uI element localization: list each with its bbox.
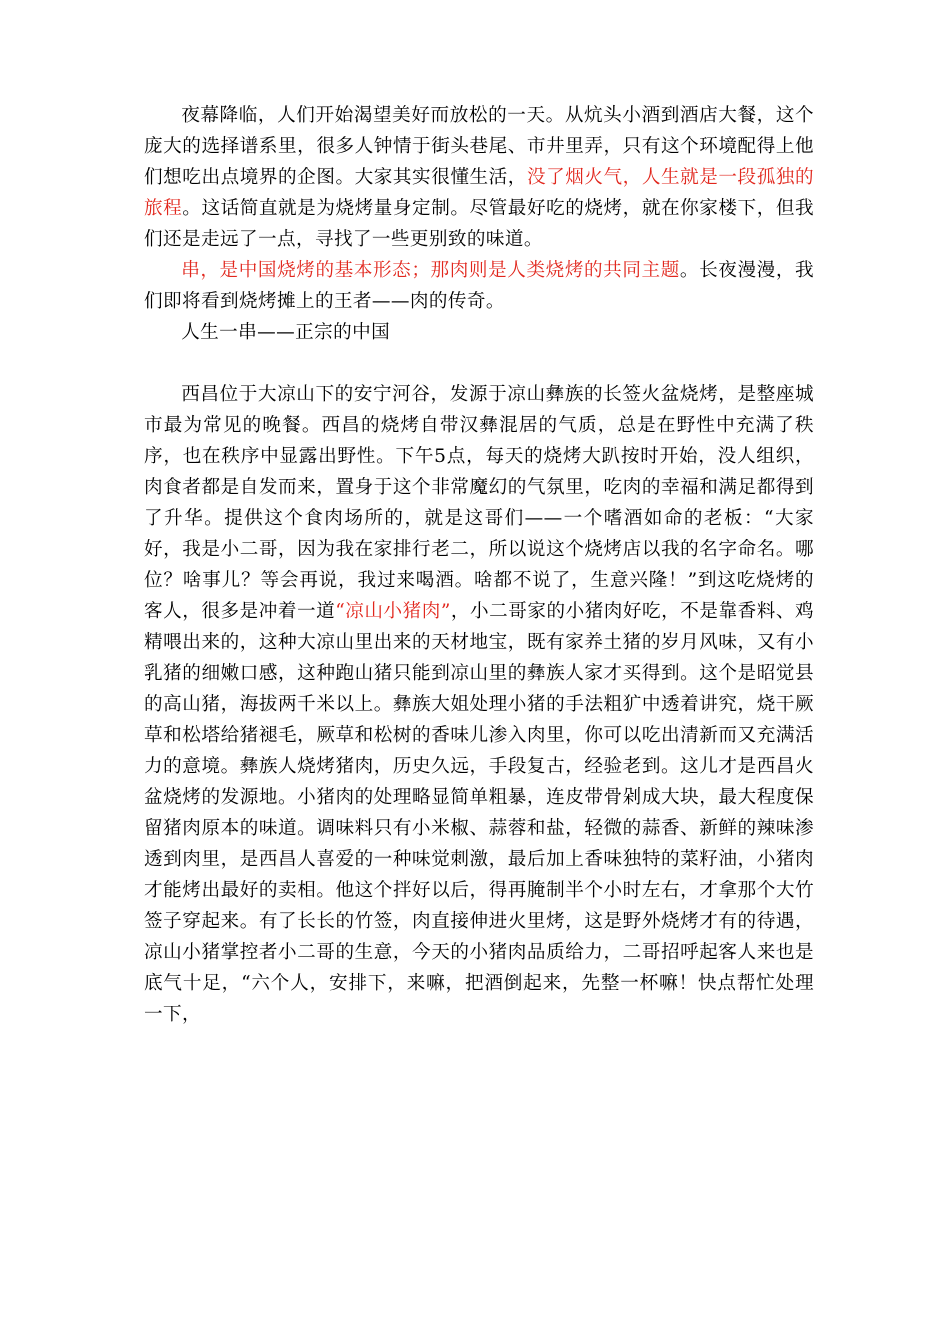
text-run: 。这话简直就是为烧烤量身定制。尽管最好吃的烧烤，就在你家楼下，但我们还是走远了一点，寻找了一些更别致的味道。: [144, 198, 814, 250]
highlight-run: 串，是中国烧烤的基本形态；那肉则是人类烧烤的共同主题: [181, 260, 680, 281]
highlight-run: 没了烟火气，人生就是一段孤独的旅程: [144, 167, 814, 219]
text-run: 夜幕降临，人们开始渴望美好而放松的一天。从炕头小酒到酒店大餐，这个庞大的选择谱系里，很多人钟情于街头巷尾、市井里弄，只有这个环境配得上他们想吃出点境界的企图。大家其实很懂生活，: [144, 105, 814, 188]
document-body: [144, 100, 814, 1030]
paragraph-theme: [144, 255, 814, 317]
text-run: 西昌位于大凉山下的安宁河谷，发源于凉山彝族的长签火盆烧烤，是整座城市最为常见的晚餐。西昌的烧烤自带汉彝混居的气质，总是在野性中充满了秩序，也在秩序中显露出野性。下午5点，每天的烧烤大趴按时开始，没人组织，肉食者都是自发而来，置身于这个非常魔幻的气氛里，吃肉的幸福和满足都得到了升华。提供这个食肉场所的，就是这哥们——一个嗜酒如命的老板：“大家好，我是小二哥，因为我在家排行老二，所以说这个烧烤店以我的名字命名。哪位？啥事儿？等会再说，我过来喝酒。啥都不说了，生意兴隆！”到这吃烧烤的客人，很多是冲着一道: [144, 384, 814, 622]
text-run: 人生一串——正宗的中国: [181, 322, 391, 343]
highlight-run: “凉山小猪肉”: [335, 601, 451, 622]
paragraph-xichang: [144, 379, 814, 1030]
text-run: 。长夜漫漫，我们即将看到烧烤摊上的王者——肉的传奇。: [144, 260, 814, 312]
text-run: ，小二哥家的小猪肉好吃，不是靠香料、鸡精喂出来的，这种大凉山里出来的天材地宝，既有家养土猪的岁月风味，又有小乳猪的细嫩口感，这种跑山猪只能到凉山里的彝族人家才买得到。这个是昭觉县的高山猪，海拔两千米以上。彝族大姐处理小猪的手法粗犷中透着讲究，烧干厥草和松塔给猪褪毛，厥草和松树的香味儿渗入肉里，你可以吃出清新而又充满活力的意境。彝族人烧烤猪肉，历史久远，手段复古，经验老到。这儿才是西昌火盆烧烤的发源地。小猪肉的处理略显简单粗暴，连皮带骨剁成大块，最大程度保留猪肉原本的味道。调味料只有小米椒、蒜蓉和盐，轻微的蒜香、新鲜的辣味渗透到肉里，是西昌人喜爱的一种味觉刺激，最后加上香味独特的菜籽油，小猪肉才能烤出最好的卖相。他这个拌好以后，得再腌制半个小时左右，才拿那个大竹签子穿起来。有了长长的竹签，肉直接伸进火里烤，这是野外烧烤才有的待遇，凉山小猪掌控者小二哥的生意，今天的小猪肉品质给力，二哥招呼起客人来也是底气十足，“六个人，安排下，来嘛，把酒倒起来，先整一杯嘛！快点帮忙处理一下，: [144, 601, 814, 1025]
paragraph-intro: [144, 100, 814, 255]
section-heading: [144, 317, 814, 348]
